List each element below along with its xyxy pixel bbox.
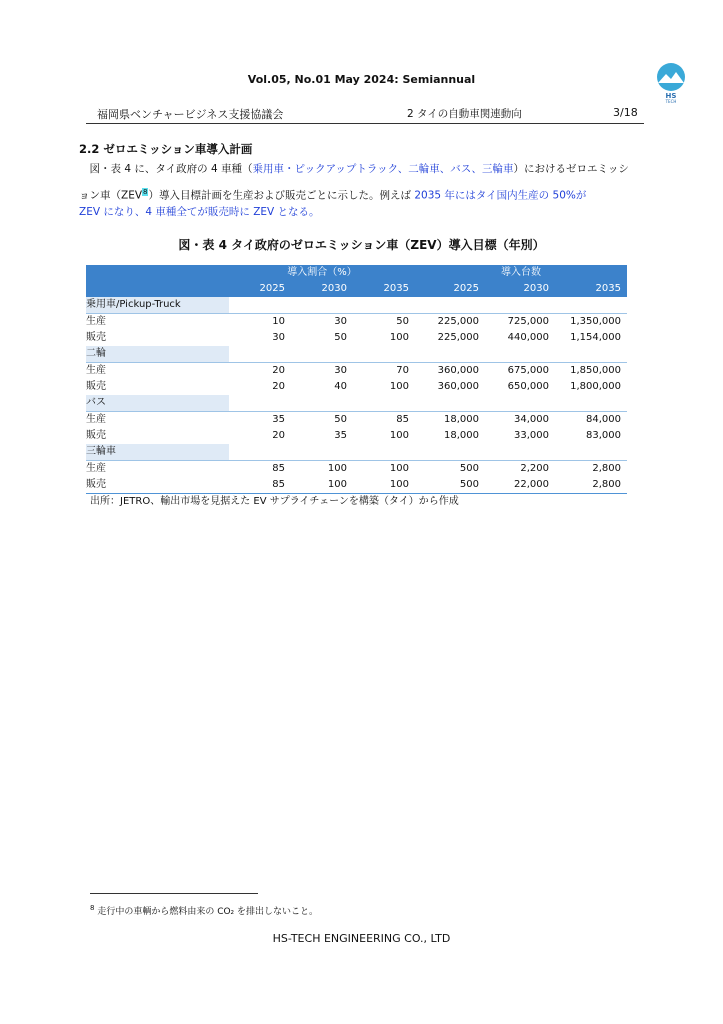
table-cell: 20 bbox=[272, 365, 285, 376]
section-title: 2.2 ゼロエミッション車導入計画 bbox=[79, 142, 253, 156]
body-paragraph-line-1 bbox=[79, 159, 629, 179]
table-cell: 33,000 bbox=[514, 430, 549, 441]
para-text: ョン車（ZEV bbox=[79, 189, 143, 202]
table-cell: 1,350,000 bbox=[570, 316, 621, 327]
table-cell: 1,800,000 bbox=[570, 381, 621, 392]
table-cell: 30 bbox=[334, 365, 347, 376]
table-cell: 725,000 bbox=[507, 316, 549, 327]
table-cell: 40 bbox=[334, 381, 347, 392]
table-cell: 85 bbox=[396, 414, 409, 425]
para-text: 図・表 4 に、タイ政府の 4 車種（ bbox=[79, 163, 253, 175]
table-cell: 30 bbox=[334, 316, 347, 327]
category-label: 二輪 bbox=[86, 346, 229, 363]
category-label: 乗用車/Pickup-Truck bbox=[86, 297, 229, 314]
table-cell: 360,000 bbox=[437, 365, 479, 376]
table-row bbox=[86, 461, 627, 478]
para-text: ）におけるゼロエミッシ bbox=[513, 163, 629, 175]
table-cell: 70 bbox=[396, 365, 409, 376]
table-cell: 18,000 bbox=[444, 430, 479, 441]
table-cell: 500 bbox=[415, 477, 485, 494]
year-header: 2030 bbox=[523, 283, 549, 294]
year-header: 2025 bbox=[453, 283, 479, 294]
table-cell: 1,154,000 bbox=[570, 332, 621, 343]
table-row bbox=[86, 314, 627, 331]
group-units-header: 導入台数 bbox=[501, 267, 541, 278]
table-row bbox=[86, 363, 627, 380]
svg-text:TECH: TECH bbox=[665, 99, 677, 104]
row-label: 販売 bbox=[86, 332, 106, 343]
table-cell: 100 bbox=[389, 430, 409, 441]
svg-text:HS: HS bbox=[665, 92, 677, 100]
table-cell: 50 bbox=[334, 414, 347, 425]
para-highlight-text: 2035 年にはタイ国内生産の 50%が bbox=[414, 189, 587, 202]
table-cell: 10 bbox=[272, 316, 285, 327]
table-cell: 20 bbox=[272, 430, 285, 441]
row-label: 生産 bbox=[86, 316, 106, 327]
group-ratio-header: 導入割合（%） bbox=[287, 267, 357, 278]
year-header: 2025 bbox=[259, 283, 285, 294]
table-cell: 650,000 bbox=[507, 381, 549, 392]
table-cell: 2,200 bbox=[520, 463, 549, 474]
table-cell: 440,000 bbox=[507, 332, 549, 343]
table-row bbox=[86, 412, 627, 429]
table-cell: 83,000 bbox=[586, 430, 621, 441]
table-cell: 34,000 bbox=[514, 414, 549, 425]
company-logo bbox=[654, 62, 688, 104]
footer-company: HS-TECH ENGINEERING CO., LTD bbox=[272, 932, 451, 945]
row-label: 販売 bbox=[86, 477, 229, 494]
table-row bbox=[86, 379, 627, 395]
row-label: 生産 bbox=[86, 463, 106, 474]
table-cell: 100 bbox=[327, 463, 347, 474]
category-label: 三輪車 bbox=[86, 444, 229, 461]
category-label: バス bbox=[86, 395, 229, 412]
table-cell: 35 bbox=[272, 414, 285, 425]
table-cell: 2,800 bbox=[555, 477, 627, 494]
table-cell: 30 bbox=[272, 332, 285, 343]
table-cell: 100 bbox=[389, 332, 409, 343]
row-label: 販売 bbox=[86, 381, 106, 392]
table-cell: 100 bbox=[389, 381, 409, 392]
category-row bbox=[86, 346, 627, 363]
body-paragraph-line-3 bbox=[79, 202, 320, 222]
year-header: 2035 bbox=[383, 283, 409, 294]
table-cell: 2,800 bbox=[592, 463, 621, 474]
table-header-blank bbox=[86, 265, 229, 281]
header-organization: 福岡県ベンチャービジネス支援協議会 bbox=[97, 108, 284, 121]
table-cell: 50 bbox=[396, 316, 409, 327]
header-section-label: 2 タイの自動車関連動向 bbox=[407, 108, 522, 120]
para-highlight-text: 乗用車・ピックアップトラック、二輪車、バス、三輪車 bbox=[252, 163, 514, 175]
page-number: 3/18 bbox=[613, 106, 638, 119]
row-label: 生産 bbox=[86, 414, 106, 425]
table-row bbox=[86, 428, 627, 444]
category-row bbox=[86, 395, 627, 412]
footnote-divider bbox=[90, 893, 258, 894]
volume-line: Vol.05, No.01 May 2024: Semiannual bbox=[247, 73, 476, 86]
table-cell: 22,000 bbox=[485, 477, 555, 494]
table-cell: 1,850,000 bbox=[570, 365, 621, 376]
para-text: ）導入目標計画を生産および販売ごとに示した。例えば bbox=[148, 189, 415, 202]
table-cell: 35 bbox=[334, 430, 347, 441]
row-label: 販売 bbox=[86, 430, 106, 441]
header-divider bbox=[86, 123, 644, 124]
table-source-note: 出所：JETRO、輸出市場を見据えた EV サプライチェーンを構築（タイ）から作成 bbox=[90, 496, 459, 507]
figure-title: 図・表 4 タイ政府のゼロエミッション車（ZEV）導入目標（年別） bbox=[178, 238, 545, 252]
table-cell: 18,000 bbox=[444, 414, 479, 425]
footnote-number: 8 bbox=[90, 904, 95, 912]
table-cell: 360,000 bbox=[437, 381, 479, 392]
table-cell: 225,000 bbox=[437, 332, 479, 343]
footnote bbox=[90, 904, 318, 917]
footnote-text: 走行中の車輌から燃料由来の CO₂ を排出しないこと。 bbox=[94, 907, 319, 917]
year-header: 2030 bbox=[321, 283, 347, 294]
category-row bbox=[86, 444, 627, 461]
table-row bbox=[86, 330, 627, 346]
table-header-blank bbox=[86, 281, 229, 297]
table-cell: 20 bbox=[272, 381, 285, 392]
table-cell: 675,000 bbox=[507, 365, 549, 376]
table-cell: 100 bbox=[291, 477, 353, 494]
category-row bbox=[86, 297, 627, 314]
table-cell: 225,000 bbox=[437, 316, 479, 327]
table-group-header bbox=[86, 265, 627, 281]
footnote-reference[interactable]: 8 bbox=[143, 188, 148, 196]
table-cell: 100 bbox=[389, 463, 409, 474]
table-year-header bbox=[86, 281, 627, 297]
table-cell: 500 bbox=[459, 463, 479, 474]
table-cell: 50 bbox=[334, 332, 347, 343]
table-cell: 100 bbox=[353, 477, 415, 494]
zev-target-table bbox=[86, 265, 627, 494]
table-cell: 85 bbox=[229, 477, 291, 494]
table-cell: 84,000 bbox=[586, 414, 621, 425]
table-cell: 85 bbox=[272, 463, 285, 474]
para-highlight-text: ZEV になり、4 車種全てが販売時に ZEV となる。 bbox=[79, 206, 320, 218]
row-label: 生産 bbox=[86, 365, 106, 376]
year-header: 2035 bbox=[595, 283, 621, 294]
